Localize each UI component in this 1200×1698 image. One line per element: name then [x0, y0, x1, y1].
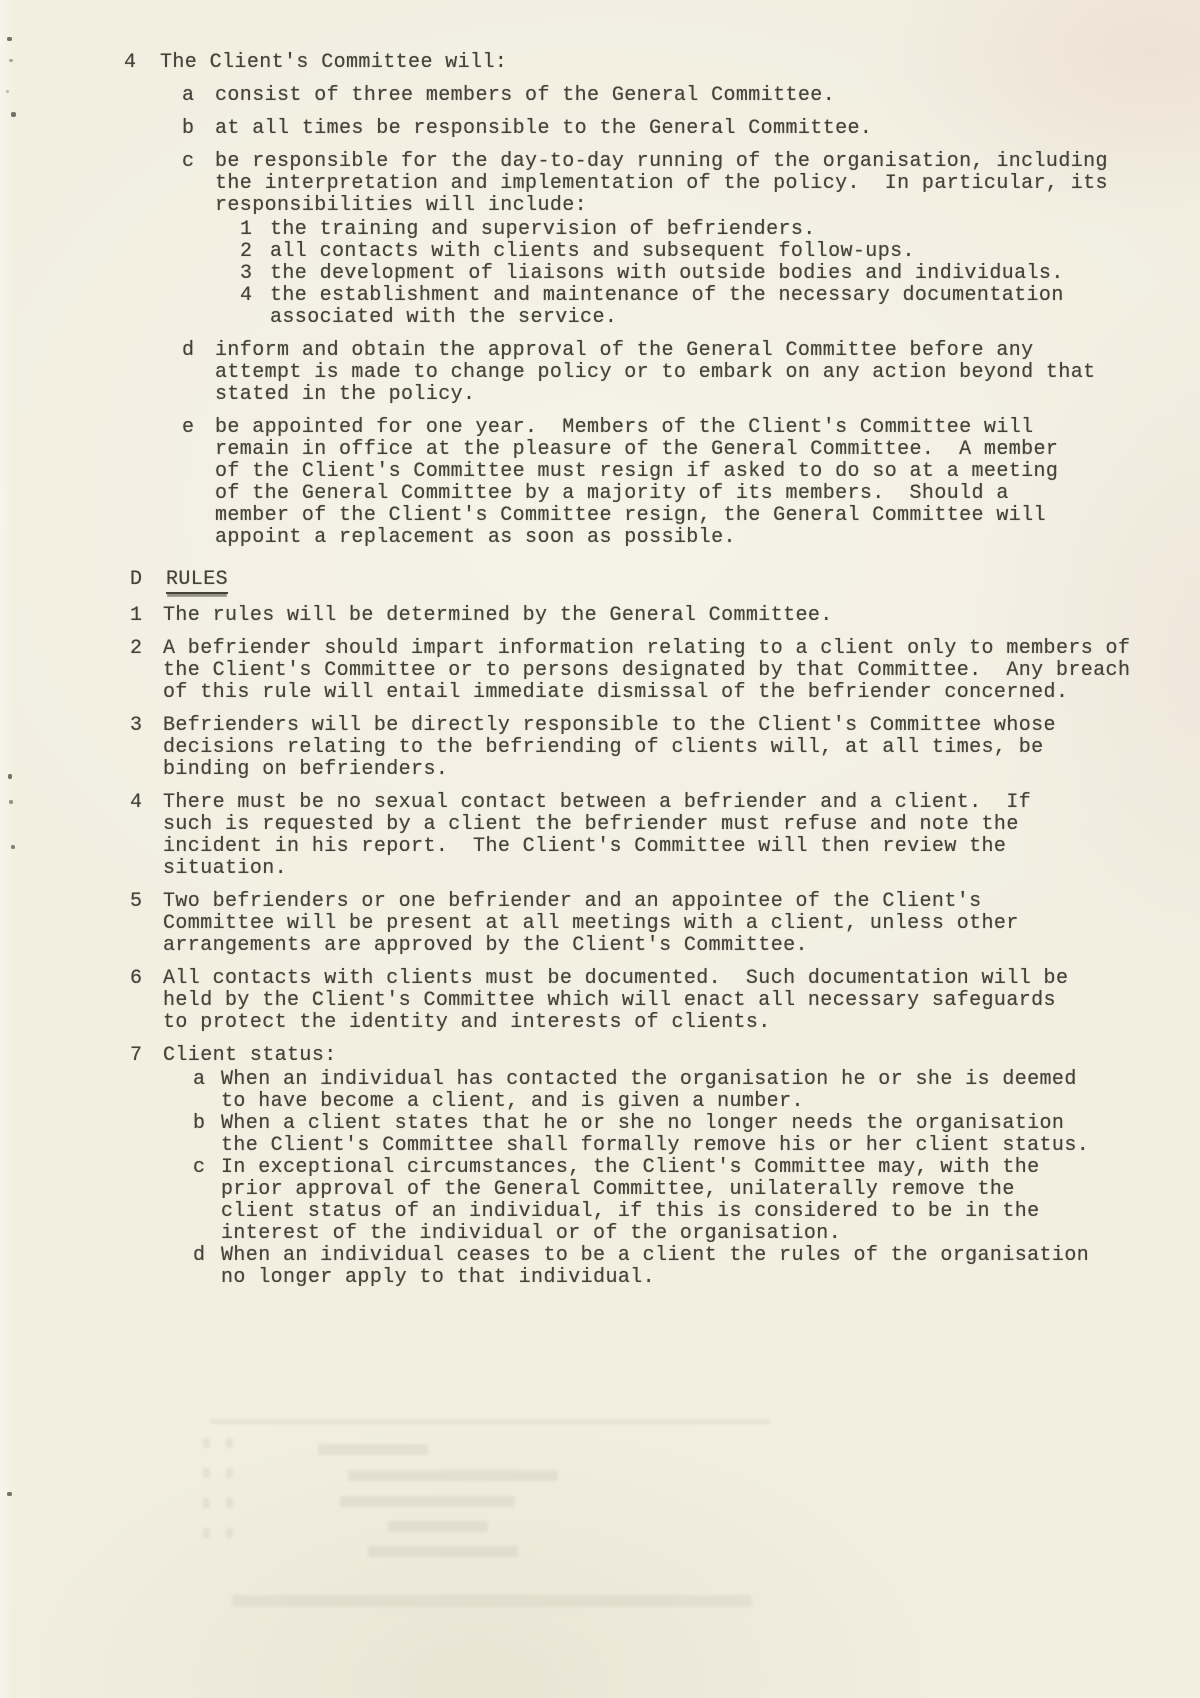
rule-3-text: Befrienders will be directly responsible to the Client's Committee whose decisions relating to the befriending of clients will, at all times, be binding on befrienders. [163, 714, 1069, 781]
bleedthrough-mark [232, 1595, 752, 1607]
rule-3-number: 3 [130, 714, 143, 737]
rule-2-text: A befriender should impart information relating to a client only to members of the Client's Committee or to persons designated by that Committee. Any breach of this rule will entail immediate dismissal of the befriender concerned. [163, 637, 1143, 704]
item-4c2-label: 2 [240, 240, 253, 263]
rule-5 [130, 891, 1154, 957]
rule-2-number: 2 [130, 637, 143, 660]
rule-6 [130, 968, 1154, 1034]
bleedthrough-mark [226, 1528, 233, 1538]
item-4a-text: consist of three members of the General Committee. [215, 84, 836, 107]
bleedthrough-mark [368, 1546, 518, 1557]
item-4b-text: at all times be responsible to the General Committee. [215, 117, 873, 140]
item-4c-sublist [124, 219, 1154, 329]
rule-7-sublist [124, 1069, 1154, 1289]
item-4c1-label: 1 [240, 218, 253, 241]
item-4c1 [240, 219, 1154, 241]
item-4e-label: e [182, 416, 195, 439]
rule-7b [193, 1113, 1154, 1157]
rule-6-number: 6 [130, 967, 143, 990]
paper-speck [9, 800, 13, 804]
item-4c1-text: the training and supervision of befrienders. [270, 218, 816, 241]
rule-6-text: All contacts with clients must be documented. Such documentation will be held by the Client's Committee which will enact all necessary safeguards to protect the identity and interests of clients. [163, 967, 1081, 1034]
rule-7c-text: In exceptional circumstances, the Client's Committee may, with the prior approval of the General Committee, unilaterally remove the client status of an individual, if this is considered to be in the interest of the individual or of the organisation. [221, 1156, 1052, 1245]
document-body [124, 52, 1154, 1289]
section-d-letter: D [130, 568, 143, 591]
bleedthrough-mark [203, 1498, 210, 1508]
bleedthrough-mark [318, 1444, 428, 1455]
rule-7-number: 7 [130, 1044, 143, 1067]
item-4c4-label: 4 [240, 284, 253, 307]
rule-4 [130, 792, 1154, 880]
rule-4-number: 4 [130, 791, 143, 814]
item-4c [182, 151, 1154, 217]
paper-speck [9, 59, 13, 62]
bleedthrough-mark [348, 1470, 558, 1481]
rule-7-text: Client status: [163, 1044, 337, 1067]
paper-speck [7, 37, 12, 41]
bleedthrough-mark [226, 1468, 233, 1478]
paper-speck [11, 112, 16, 117]
rule-1-text: The rules will be determined by the General Committee. [163, 604, 833, 627]
paper-speck [11, 845, 15, 849]
item-4b-label: b [182, 117, 195, 140]
rule-7b-text: When a client states that he or she no longer needs the organisation the Client's Committee shall formally remove his or her client status. [221, 1112, 1090, 1157]
item-4c4-text: the establishment and maintenance of the necessary documentation associated with the service. [270, 284, 1077, 329]
bleedthrough-mark [203, 1528, 210, 1538]
rule-7 [130, 1045, 1154, 1067]
item-4c2-text: all contacts with clients and subsequent follow-ups. [270, 240, 915, 263]
rule-7d-text: When an individual ceases to be a client the rules of the organisation no longer apply to that individual. [221, 1244, 1102, 1289]
paper-speck [8, 774, 12, 779]
bleedthrough-mark [226, 1438, 233, 1448]
item-4c3 [240, 263, 1154, 285]
rule-5-text: Two befrienders or one befriender and an appointee of the Client's Committee will be present at all meetings with a client, unless other arrangements are approved by the Client's Committee. [163, 890, 1032, 957]
item-4e-text: be appointed for one year. Members of the Client's Committee will remain in office at the pleasure of the General Committee. A member of the Client's Committee must resign if asked to do so at a meeting of the General Committee by a majority of its members. Should a member of the Client's Committee resign, the General Committee will appoint a replacement as soon as possible. [215, 416, 1071, 549]
section-4-heading [124, 52, 1154, 74]
bleedthrough-mark [226, 1498, 233, 1508]
rule-5-number: 5 [130, 890, 143, 913]
bleedthrough-mark [203, 1468, 210, 1478]
item-4c2 [240, 241, 1154, 263]
bleedthrough-mark [210, 1419, 770, 1424]
section-d-heading [130, 569, 1154, 594]
rule-7c-label: c [193, 1156, 206, 1179]
rule-2 [130, 638, 1154, 704]
rule-7d-label: d [193, 1244, 206, 1267]
item-4b [182, 118, 1154, 140]
item-4c3-label: 3 [240, 262, 253, 285]
rule-1-number: 1 [130, 604, 143, 627]
paper-speck [6, 90, 9, 93]
item-4c4 [240, 285, 1100, 329]
section-d-title: RULES [166, 569, 228, 594]
rule-7c [193, 1157, 1154, 1245]
bleedthrough-mark [203, 1438, 210, 1448]
bleedthrough-mark [340, 1496, 515, 1507]
paper-speck [7, 1492, 12, 1496]
item-4d-text: inform and obtain the approval of the General Committee before any attempt is made to change policy or to embark on any action beyond that stated in the policy. [215, 339, 1108, 406]
item-4c-text: be responsible for the day-to-day running of the organisation, including the interpretation and implementation of the policy. In particular, its responsibilities will include: [215, 150, 1121, 217]
section-4-number: 4 [124, 51, 137, 74]
item-4c3-text: the development of liaisons with outside bodies and individuals. [270, 262, 1064, 285]
item-4a-label: a [182, 84, 195, 107]
rule-1 [130, 605, 1154, 627]
rule-3 [130, 715, 1154, 781]
item-4c-label: c [182, 150, 195, 173]
rule-7b-label: b [193, 1112, 206, 1135]
rule-7a-text: When an individual has contacted the organisation he or she is deemed to have become a client, and is given a number. [221, 1068, 1090, 1113]
rule-7d [193, 1245, 1154, 1289]
rule-7a-label: a [193, 1068, 206, 1091]
item-4d-label: d [182, 339, 195, 362]
item-4d [182, 340, 1154, 406]
item-4a [182, 85, 1154, 107]
section-4-title: The Client's Committee will: [160, 51, 508, 74]
bleedthrough-mark [388, 1521, 488, 1532]
item-4e [182, 417, 1154, 549]
rule-7a [193, 1069, 1154, 1113]
rule-4-text: There must be no sexual contact between a befriender and a client. If such is requested by a client the befriender must refuse and note the incident in his report. The Client's Committee will then review the situation. [163, 791, 1044, 880]
